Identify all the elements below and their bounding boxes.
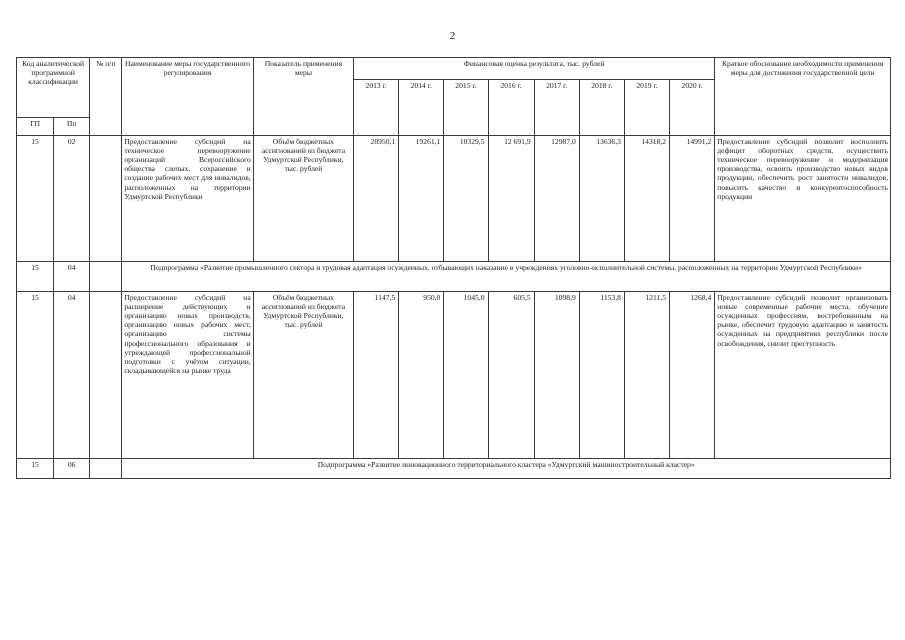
cell-value-2020: 14991,2 xyxy=(670,136,715,262)
cell-value-2015: 10329,5 xyxy=(444,136,488,262)
header-financial-estimate: Финансовая оценка результата, тыс. рублей xyxy=(354,58,715,80)
header-year: 2020 г. xyxy=(670,80,715,136)
header-item-number: № п/п xyxy=(90,58,122,136)
cell-gp: 15 xyxy=(17,136,54,262)
cell-value-2018: 1153,8 xyxy=(579,292,624,459)
header-year: 2013 г. xyxy=(354,80,399,136)
header-year: 2018 г. xyxy=(579,80,624,136)
cell-indicator: Объём бюджетных ассигнований из бюджета Удмуртской Республики, тыс. рублей xyxy=(253,292,353,459)
cell-value-2016: 605,5 xyxy=(488,292,534,459)
header-justification: Краткое обоснование необходимости применения меры для достижения государственной цели xyxy=(715,58,891,136)
cell-gp: 15 xyxy=(17,459,54,479)
cell-item-number xyxy=(90,262,122,292)
table-row xyxy=(17,136,891,262)
cell-value-2017: 1098,9 xyxy=(534,292,579,459)
cell-justification: Предоставление субсидий позволит восполнить дефицит оборотных средств, осуществить техническое перевооружение и модернизация производства, освоить производство новых видов продукции, обеспечить рост занятости инвалидов, повысить качество и конкурентоспособность продукции xyxy=(715,136,891,262)
cell-measure: Предоставление субсидий на техническое перевооружение организаций Всероссийского общества слепых, сохранение и создание рабочих мест для инвалидов, расположенных на территории Удмуртской Республики xyxy=(122,136,253,262)
subprogram-title: Подпрограмма «Развитие инновационного территориального кластера «Удмуртский машиностроительный кластер» xyxy=(122,459,891,479)
header-indicator: Показатель применения меры xyxy=(253,58,353,136)
cell-item-number xyxy=(90,459,122,479)
subprogram-row xyxy=(17,262,891,292)
cell-value-2020: 1268,4 xyxy=(670,292,715,459)
header-year: 2014 г. xyxy=(399,80,444,136)
header-pp: Пп xyxy=(54,118,90,136)
cell-value-2016: 12 691,9 xyxy=(488,136,534,262)
cell-gp: 15 xyxy=(17,262,54,292)
cell-pp: 06 xyxy=(54,459,90,479)
cell-indicator: Объём бюджетных ассигнований из бюджета Удмуртской Республики, тыс. рублей xyxy=(253,136,353,262)
cell-value-2017: 12987,0 xyxy=(534,136,579,262)
header-measure-name: Наименование меры государственного регулирования xyxy=(122,58,253,136)
subprogram-title: Подпрограмма «Развитие промышленного сектора и трудовая адаптация осужденных, отбывающих наказание в учреждениях уголовно-исполнительной системы, расположенных на территории Удмуртской Республики» xyxy=(122,262,891,292)
subprogram-row xyxy=(17,459,891,479)
cell-gp: 15 xyxy=(17,292,54,459)
header-year: 2015 г. xyxy=(444,80,488,136)
header-code-classification: Код аналитической программной классификации xyxy=(17,58,90,118)
header-row-1 xyxy=(17,58,891,80)
cell-value-2013: 28950,1 xyxy=(354,136,399,262)
cell-value-2019: 1211,5 xyxy=(624,292,669,459)
cell-value-2013: 1147,5 xyxy=(354,292,399,459)
cell-value-2015: 1045,0 xyxy=(444,292,488,459)
cell-value-2014: 19261,1 xyxy=(399,136,444,262)
cell-justification: Предоставление субсидий позволит организовать новые современные рабочие места, обучение осужденных профессиям, востребованным на рынке, обеспечит трудовую адаптацию и занятость осужденных на предприятиях республики после освобождения, снизит преступность xyxy=(715,292,891,459)
measures-table xyxy=(16,57,891,479)
cell-value-2019: 14318,2 xyxy=(624,136,669,262)
cell-item-number xyxy=(90,292,122,459)
cell-item-number xyxy=(90,136,122,262)
cell-value-2018: 13636,3 xyxy=(579,136,624,262)
header-year: 2016 г. xyxy=(488,80,534,136)
header-year: 2019 г. xyxy=(624,80,669,136)
cell-pp: 02 xyxy=(54,136,90,262)
cell-measure: Предоставление субсидий на расширение действующих и организацию новых производств, организацию новых рабочих мест, организацию системы профессионального образования и утреждающей профессиональной подготовки с учётом ситуации, складывающейся на рынке труда xyxy=(122,292,253,459)
page-number: 2 xyxy=(449,30,456,42)
header-gp: ГП xyxy=(17,118,54,136)
cell-pp: 04 xyxy=(54,292,90,459)
cell-value-2014: 950,0 xyxy=(399,292,444,459)
table-row xyxy=(17,292,891,459)
cell-pp: 04 xyxy=(54,262,90,292)
header-year: 2017 г. xyxy=(534,80,579,136)
